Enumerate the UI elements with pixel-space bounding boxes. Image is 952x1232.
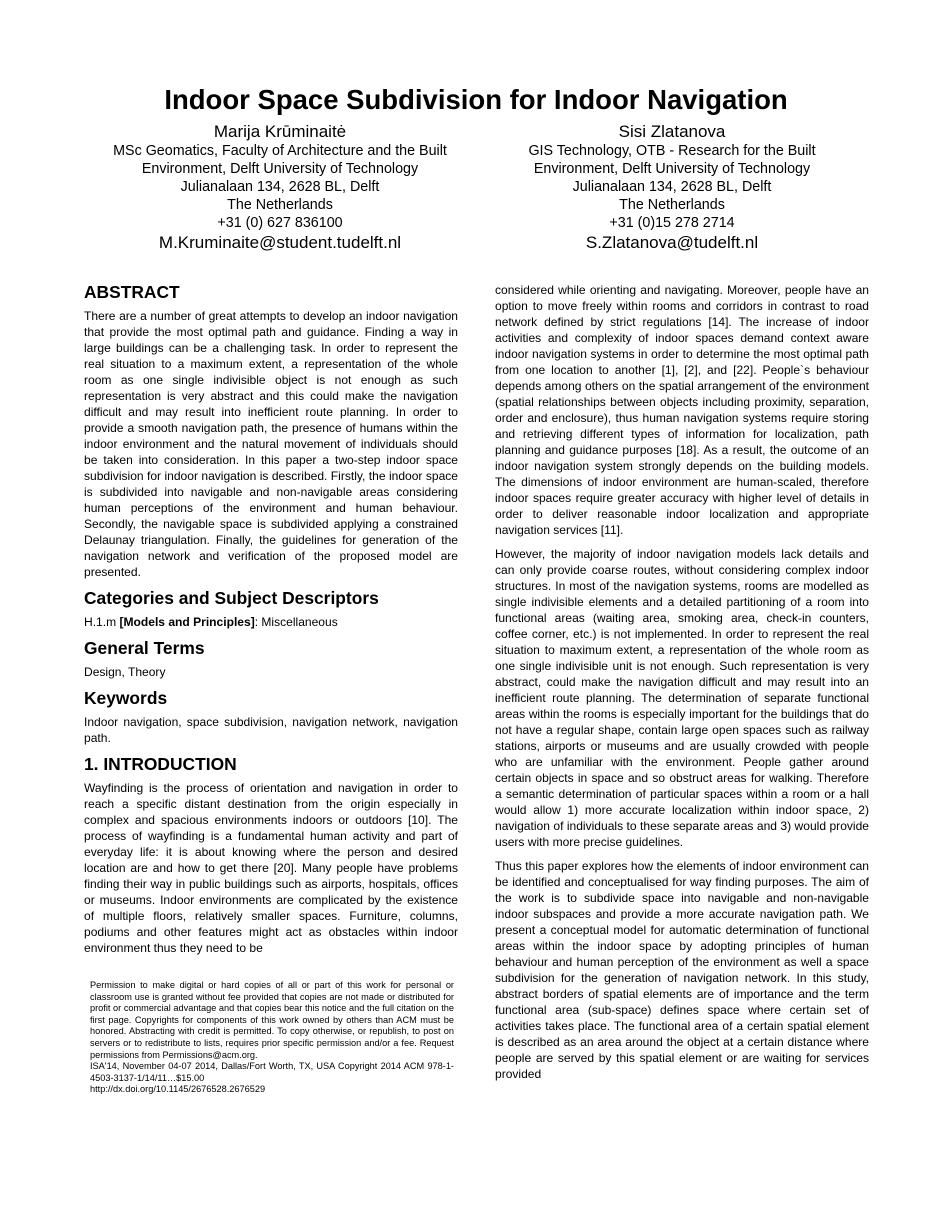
author-address: Julianalaan 134, 2628 BL, Delft <box>572 179 772 195</box>
author-block-2 <box>472 122 872 254</box>
author-email: M.Kruminaite@student.tudelft.nl <box>158 233 402 252</box>
categories-bold: [Models and Principles] <box>119 615 255 629</box>
author-country: The Netherlands <box>619 197 725 213</box>
author-affiliation: Environment, Delft University of Technology <box>533 161 811 177</box>
body-paragraph: However, the majority of indoor navigation models lack details and can only provide coarse routes, without considering complex indoor structures. In most of the navigation systems, rooms are modelled as single indivisible elements and a detailed partitioning of a room into functional areas (waiting area, smoking area, check-in counters, coffee corner, etc.) is not implemented. In order to represent the real situation to maximum extent, a representation of the whole room as one single indivisible unit is not enough. Such representation is very abstract, could make the navigation difficult and may result into an inefficient route planning. The determination of separate functional areas within the rooms is especially important for the buildings that do not have a regular shape, contain large open spaces such as railway stations, airports or museums and are usually crowded with people who are unfamiliar with the environment. People gather around certain objects in space and so obstruct areas for walking. Therefore a semantic determination of particular spaces within a room or a hall would allow 1) more accurate localization within indoor space, 2) navigation of individuals to these separate areas and 3) would provide users with more precise guidelines. <box>495 547 869 849</box>
keywords-text: Indoor navigation, space subdivision, navigation network, navigation path. <box>84 715 458 745</box>
permission-notice <box>90 980 454 1096</box>
body-paragraph: considered while orienting and navigating. Moreover, people have an option to move freely within rooms and corridors in contrast to road network defined by strict regulations [14]. The increase of indoor activities and complexity of indoor spaces demand context aware indoor navigation systems in order to determine the most optimal path from one location to another [1], [2], and [22]. People`s behaviour depends among others on the spatial arrangement of the environment (spatial relationships between objects including proximity, separation, order and enclosure), thus human navigation systems require storing and retrieving different types of information for localization, path planning and guidance purposes [18]. As a result, the outcome of an indoor navigation system strongly depends on the building models. The dimensions of indoor environment are human-scaled, therefore indoor spaces require greater accuracy with higher level of details in order to deliver reasonable indoor localization and appropriate navigation services [11]. <box>495 283 869 537</box>
introduction-heading: 1. INTRODUCTION <box>84 754 237 774</box>
author-phone: +31 (0) 627 836100 <box>217 215 343 231</box>
author-email: S.Zlatanova@tudelft.nl <box>585 233 759 252</box>
author-name: Sisi Zlatanova <box>618 122 726 141</box>
categories-heading: Categories and Subject Descriptors <box>84 588 379 608</box>
general-terms-text: Design, Theory <box>84 665 166 679</box>
author-affiliation: GIS Technology, OTB - Research for the Built <box>528 143 816 159</box>
categories-rest: : Miscellaneous <box>254 615 338 629</box>
author-block-1 <box>80 122 480 254</box>
left-column <box>84 282 458 964</box>
right-column <box>495 282 869 1090</box>
author-phone: +31 (0)15 278 2714 <box>609 215 735 231</box>
paper-title: Indoor Space Subdivision for Indoor Navigation <box>164 84 788 115</box>
abstract-heading: ABSTRACT <box>84 282 180 302</box>
doi-link[interactable]: http://dx.doi.org/10.1145/2676528.2676529 <box>90 1084 266 1095</box>
categories-code: H.1.m <box>84 615 120 629</box>
introduction-paragraph: Wayfinding is the process of orientation and navigation in order to reach a specific distant destination from the origin especially in complex and spacious environments indoors or outdoors [10]. The process of wayfinding is a fundamental human activity and part of everyday life: it is about knowing where the person and desired location are and how to get there [20]. Many people have problems finding their way in public buildings such as airports, hospitals, offices or museums. Indoor environments are complicated by the existence of multiple floors, relatively smaller spaces. Furniture, columns, podiums and other features might act as obstacles within indoor environment thus they need to be <box>84 781 458 955</box>
author-affiliation: Environment, Delft University of Technology <box>141 161 419 177</box>
author-affiliation: MSc Geomatics, Faculty of Architecture and the Built <box>113 143 447 159</box>
author-name: Marija Krūminaitė <box>213 122 347 141</box>
body-paragraph: Thus this paper explores how the elements of indoor environment can be identified and conceptualised for way finding purposes. The aim of the work is to subdivide space into navigable and non-navigable indoor subspaces and provide a more accurate navigation path. We present a conceptual model for automatic determination of functional areas within the indoor space by adopting principles of human behaviour and human perception of the environment as well a space subdivision for the generation of navigation network. In this study, abstract borders of spatial elements are of importance and the term functional area (sub-space) defines space where certain set of activities takes place. The functional area of a certain spatial element is described as an area around the object at a certain distance where people are served by this spatial element or are waiting for services provided <box>495 859 869 1081</box>
permission-text: Permission to make digital or hard copies of all or part of this work for personal or classroom use is granted without fee provided that copies are not made or distributed for profit or commercial advantage and that copies bear this notice and the full citation on the first page. Copyrights for components of this work owned by others than ACM must be honored. Abstracting with credit is permitted. To copy otherwise, or republish, to post on servers or to redistribute to lists, requires prior specific permission and/or a fee. Request permissions from Permissions@acm.org. <box>90 980 454 1060</box>
conference-info: ISA'14, November 04-07 2014, Dallas/Fort Worth, TX, USA Copyright 2014 ACM 978-1-4503-3137-1/14/11…$15.00 <box>90 1061 454 1083</box>
categories-text <box>84 614 458 630</box>
author-address: Julianalaan 134, 2628 BL, Delft <box>180 179 380 195</box>
general-terms-heading: General Terms <box>84 638 205 658</box>
keywords-heading: Keywords <box>84 688 168 708</box>
abstract-text: There are a number of great attempts to develop an indoor navigation that provide the most optimal path and guidance. Finding a way in large buildings can be a challenging task. In order to represent the real situation to a maximum extent, a representation of the whole room as one single indivisible object is not enough as such representation is very abstract and this could make the navigation difficult and may result into inefficient route planning. In order to provide a smooth navigation path, the presence of humans within the indoor environment and the natural movement of individuals should be taken into consideration. In this paper a two-step indoor space subdivision for indoor navigation is described. Firstly, the indoor space is subdivided into navigable and non-navigable areas considering human perceptions of the environment and human behaviour. Secondly, the navigable space is subdivided applying a constrained Delaunay triangulation. Finally, the guidelines for generation of the navigation network and verification of the proposed model are presented. <box>84 309 458 579</box>
author-country: The Netherlands <box>227 197 333 213</box>
